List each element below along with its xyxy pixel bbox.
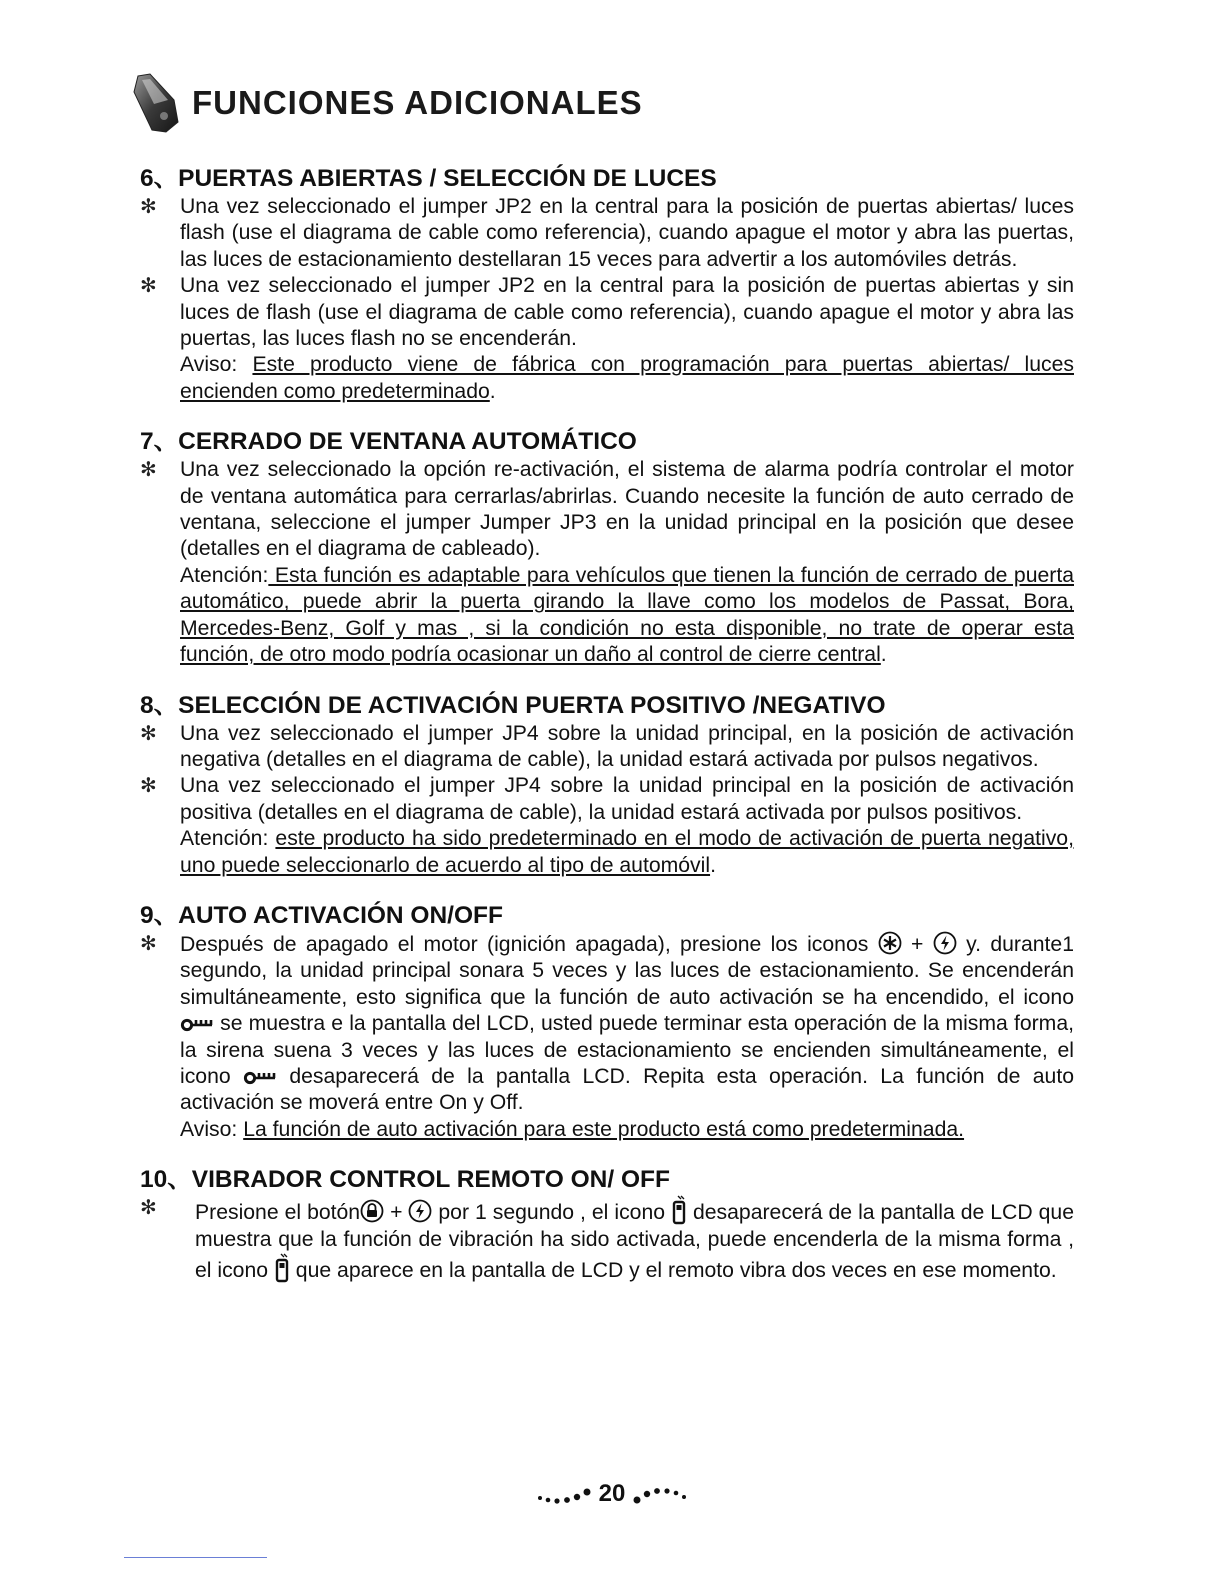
item-text: Presione el botón (195, 1201, 361, 1225)
lock-button-icon (360, 1199, 384, 1223)
notice (180, 563, 1074, 669)
section-title: VIBRADOR CONTROL REMOTO ON/ OFF (191, 1166, 670, 1194)
section-title: SELECCIÓN DE ACTIVACIÓN PUERTA POSITIVO /NEGATIVO (178, 691, 886, 719)
page-title: FUNCIONES ADICIONALES (192, 84, 643, 121)
asterisk-bullet-icon: ✻ (140, 722, 157, 745)
notice-end: . (880, 643, 887, 667)
footer-rule (124, 1557, 267, 1558)
asterisk-bullet-icon: ✻ (140, 775, 157, 798)
item-text: Una vez seleccionado el jumper JP2 en la central para la posición de puertas abiertas y sin luces de flash (use el diagrama de cable como referencia), cuando apague el motor y abra las puertas, las luces flash no se encenderán. (180, 274, 1074, 351)
item-text: Una vez seleccionado el jumper JP2 en la central para la posición de puertas abiertas/ luces flash (use el diagrama de cable como referencia), cuando apague el motor y abra las puertas, las luces de estacionamiento destellaran 15 veces para advertir a los automóviles detrás. (180, 195, 1074, 271)
item-text: se muestra e la pantalla del LCD, usted puede terminar esta operación de la misma forma, la sirena suena 3 veces y las luces de estacionamiento se encienden simultáneamente, el icono (180, 1012, 1074, 1088)
notice-label: Atención: (180, 563, 269, 587)
notice-label: Atención: (180, 827, 276, 851)
section-heading (140, 427, 1074, 457)
section-9 (140, 901, 1074, 1143)
section-number: 10、 (140, 1166, 192, 1194)
item-text: desaparecerá de la pantalla LCD. Repita esta operación. La función de auto activación se moverá entre On y Off. (180, 1064, 1074, 1115)
asterisk-bullet-icon: ✻ (140, 275, 157, 298)
notice (180, 1117, 1074, 1143)
page-header (128, 70, 643, 136)
vibrate-icon (671, 1195, 687, 1225)
page-number: 20 (598, 1480, 626, 1507)
section-number: 7、 (140, 428, 179, 456)
asterisk-bullet-icon: ✻ (140, 1197, 157, 1220)
notice-text: Esta función es adaptable para vehículos que tienen la función de cerrado de puerta automático, puede abrir la puerta girando la llave como los modelos de Passat, Bora, Mercedes-Benz, Golf y mas , si la condición no esta disponible, no trate de operar esta función, de otro modo podría ocasionar un daño al control de cierre central (180, 563, 1074, 667)
notice-label: Aviso: (180, 1117, 244, 1141)
item-text: por 1 segundo , el icono (432, 1201, 671, 1225)
item-text: y. durante1 segundo, la unidad principal sonara 5 veces y las luces de estacionamiento. Se encenderán simultáneamente, esto significa que la función de auto activación se ha encendido, el icono (180, 932, 1075, 1009)
decorative-dots-left-icon (536, 1484, 592, 1506)
section-7 (140, 427, 1074, 668)
key-icon (180, 1016, 214, 1034)
section-heading (140, 691, 1074, 721)
item-text: que aparece en la pantalla de LCD y el remoto vibra dos veces en ese momento. (289, 1259, 1057, 1282)
item-text: Después de apagado el motor (ignición apagada), presione los iconos (180, 932, 878, 956)
lightning-button-icon (933, 931, 957, 955)
notice-text: Este producto viene de fábrica con programación para puertas abiertas/ luces encienden como predeterminado (180, 353, 1074, 403)
page-footer (0, 1480, 1224, 1508)
notice (180, 826, 1074, 879)
car-remote-icon (128, 70, 184, 136)
list-item (140, 273, 1074, 405)
list-item (140, 457, 1074, 668)
section-number: 9、 (140, 901, 179, 929)
item-text: desaparecerá de la pantalla de LCD que muestra que la función de vibración ha sido activada, puede encenderla de la misma forma , el icono (195, 1201, 1074, 1282)
item-text: Una vez seleccionado el jumper JP4 sobre la unidad principal, en la posición de activación negativa (detalles en el diagrama de cable), la unidad estará activada por pulsos negativos. (180, 721, 1074, 771)
item-text: + (384, 1201, 409, 1225)
lightning-button-icon (408, 1199, 432, 1223)
section-heading (140, 1165, 1074, 1195)
list-item (140, 931, 1074, 1143)
section-title: PUERTAS ABIERTAS / SELECCIÓN DE LUCES (178, 165, 717, 192)
notice-label: Aviso: (180, 353, 253, 377)
document-body (140, 164, 1074, 1306)
item-text: + (901, 932, 933, 956)
list-item (140, 194, 1074, 273)
notice (180, 352, 1074, 405)
notice-end: . (489, 379, 496, 403)
asterisk-bullet-icon: ✻ (140, 196, 157, 218)
notice-end: . (710, 853, 716, 877)
asterisk-bullet-icon: ✻ (140, 459, 157, 482)
vibrate-icon (274, 1253, 290, 1283)
key-icon (243, 1069, 277, 1087)
section-heading (140, 901, 1074, 931)
section-6 (140, 164, 1074, 405)
asterisk-bullet-icon: ✻ (140, 932, 157, 955)
decorative-dots-right-icon (632, 1484, 688, 1506)
section-heading (140, 164, 1074, 194)
notice-text: este producto ha sido predeterminado en el modo de activación de puerta negativo, uno puede seleccionarlo de acuerdo al tipo de automóvil (180, 827, 1074, 877)
notice-text: La función de auto activación para este producto está como predeterminada. (243, 1117, 965, 1141)
list-item (140, 773, 1074, 879)
section-number: 6、 (140, 165, 179, 192)
section-10 (140, 1165, 1074, 1284)
star-button-icon (878, 931, 902, 955)
item-text: Una vez seleccionado la opción re-activación, el sistema de alarma podría controlar el motor de ventana automática para cerrarlas/abrirlas. Cuando necesite la función de auto cerrado de ventana, seleccione el jumper Jumper JP3 en la unidad principal en la posición que desee (detalles en el diagrama de cableado). (180, 458, 1074, 561)
section-number: 8、 (140, 691, 179, 719)
section-8 (140, 691, 1074, 879)
list-item (140, 721, 1074, 774)
section-title: CERRADO DE VENTANA AUTOMÁTICO (178, 428, 637, 456)
item-text: Una vez seleccionado el jumper JP4 sobre la unidad principal en la posición de activación positiva (detalles en el diagrama de cable), la unidad estará activada por pulsos positivos. (180, 774, 1074, 824)
list-item (140, 1195, 1074, 1284)
section-title: AUTO ACTIVACIÓN ON/OFF (178, 901, 503, 929)
